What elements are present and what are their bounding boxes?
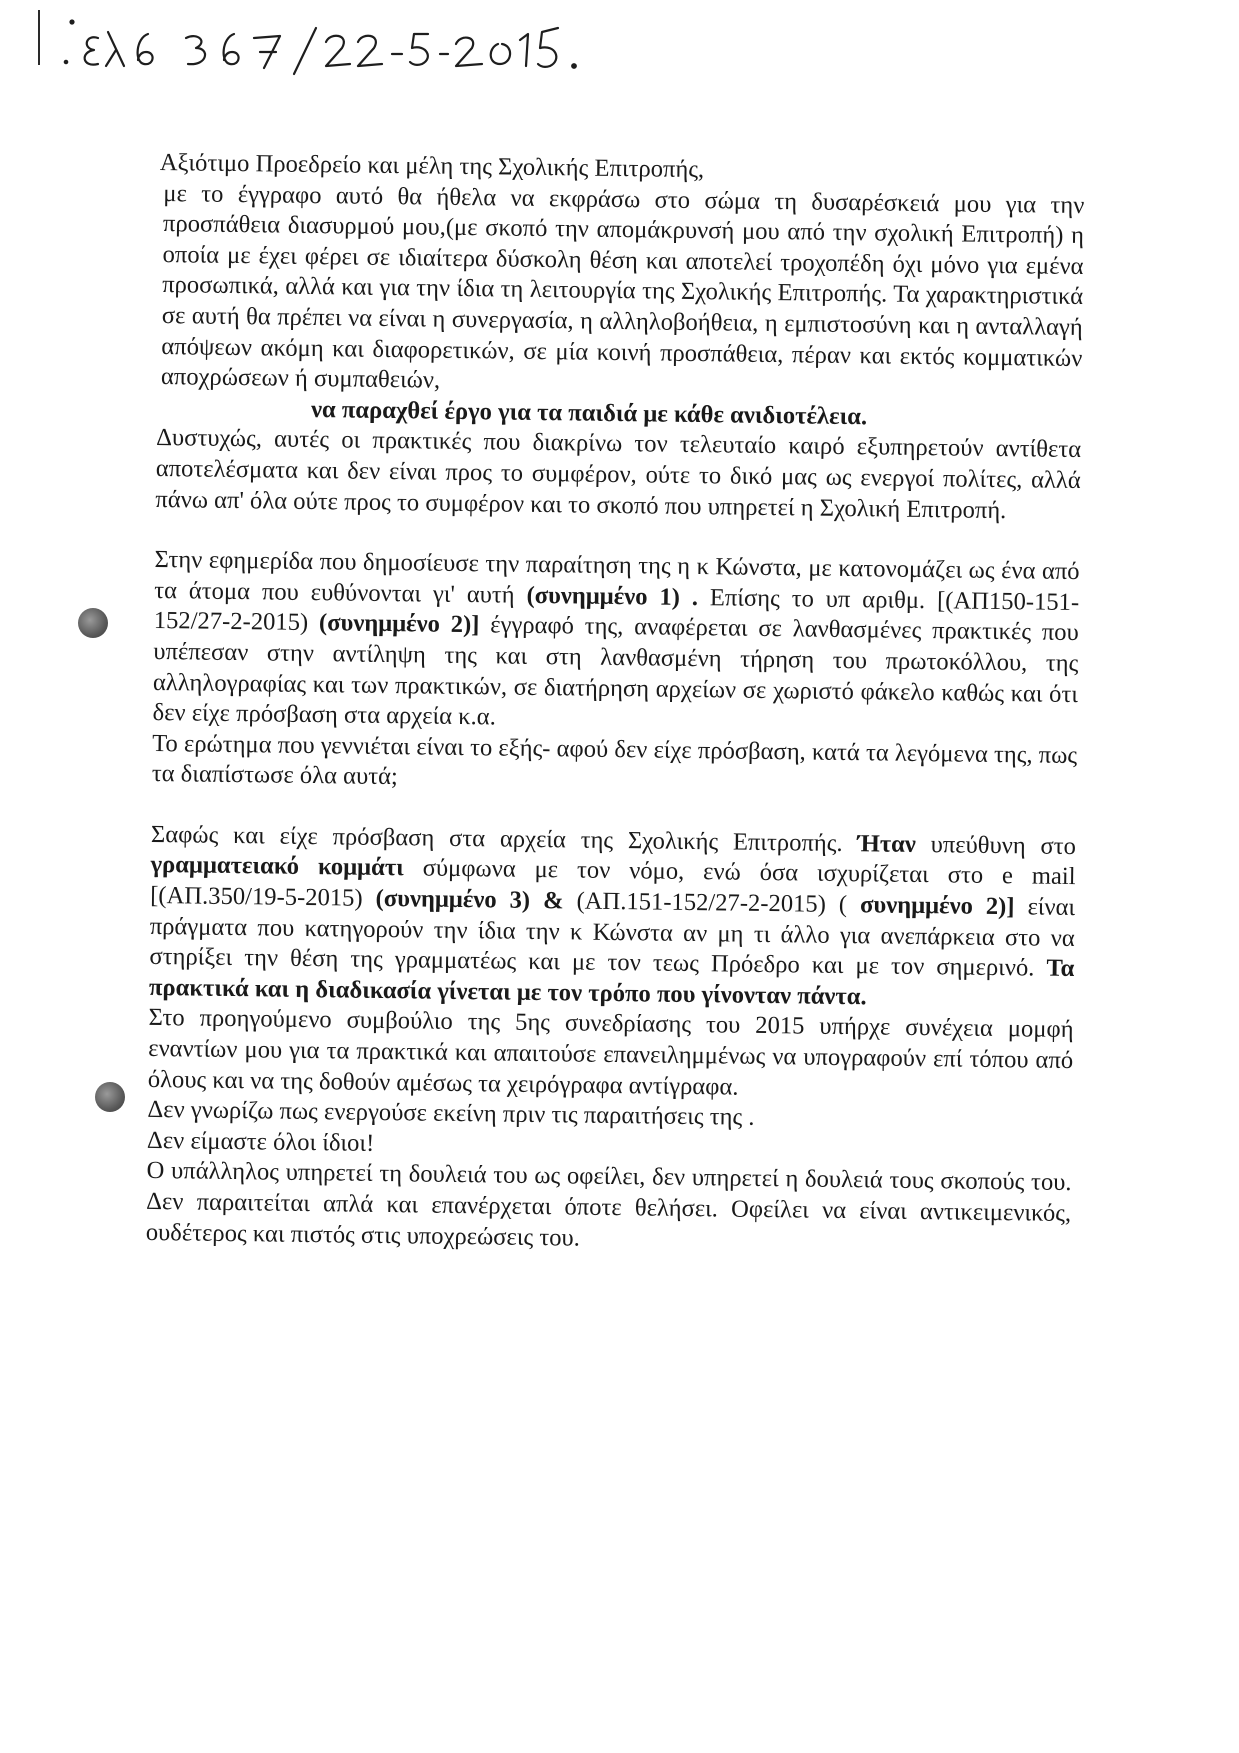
paragraph-3	[152, 545, 1079, 741]
paragraph-3-text-a: Στην εφημερίδα που δημοσίευσε την παραίτηση της η κ Κώνστα, με κατονομάζει ως ένα από τα άτομα που ευθύνονται γι' αυτή	[154, 546, 1080, 609]
handwritten-stamp-drawing	[58, 18, 658, 80]
attachment-2-ref: (συνημμένο 2)]	[318, 609, 480, 639]
paragraph-5-bold-h: Τα πρακτικά και η διαδικασία γίνεται με τον τρόπο που γίνονταν πάντα.	[148, 954, 1075, 1011]
paragraph-5-text-e: σύμφωνα με τον νόμο, ενώ όσα ισχυρίζεται στο e mail [(ΑΠ.350/19-5-2015)	[150, 854, 1076, 912]
paragraph-2	[155, 423, 1081, 527]
paragraph-4	[152, 729, 1078, 802]
paragraph-8-text: Δεν είμαστε όλοι ίδιοι!	[146, 1126, 375, 1157]
paragraph-6	[148, 1003, 1074, 1107]
margin-line	[38, 10, 40, 65]
paragraph-5-bold-b: Ήταν	[857, 830, 917, 858]
paragraph-5-text-c: υπεύθυνη στο	[930, 831, 1077, 860]
paragraph-4-text: Το ερώτημα που γεννιέται είναι το εξής- αφού δεν είχε πρόσβαση, κατά τα λεγόμενα της, πως τα διαπίστωσε όλα αυτά;	[151, 729, 1078, 791]
attachment-2-ref-b: συνημμένο 2)]	[859, 891, 1015, 921]
attachment-1-ref: (συνημμένο 1) .	[526, 581, 699, 611]
paragraph-5	[149, 820, 1076, 1016]
paragraph-9	[146, 1156, 1072, 1260]
paragraph-2-text: Δυστυχώς, αυτές οι πρακτικές που διακρίνω τον τελευταίο καιρό εξυπηρετούν αντίθετα αποτελέσματα και δεν είναι προς το συμφέρον, ούτε το δικό μας ως ενεργοί πολίτες, αλλά πάνω απ' όλα ούτε προς το συμφέρον και το σκοπό που υπηρετεί η Σχολική Επιτροπή.	[155, 424, 1082, 524]
emphasis-text: να παραχθεί έργο για τα παιδιά με κάθε ανιδιοτέλεια.	[310, 395, 868, 431]
paragraph-5-bold-d: γραμματειακό κομμάτι	[150, 851, 404, 882]
paragraph-1	[157, 179, 1085, 405]
paragraph-9-text: Ο υπάλληλος υπηρετεί τη δουλειά του ως οφείλει, δεν υπηρετεί η δουλειά τους σκοπούς του. Δεν παραιτείται απλά και επανέρχεται όποτε θελήσει. Οφείλει να είναι αντικειμενικός, ουδέτερος και πιστός στις υποχρεώσεις του.	[145, 1157, 1072, 1252]
salutation-text: Αξιότιμο Προεδρείο και μέλη της Σχολικής Επιτροπής,	[159, 148, 705, 184]
paragraph-3-text-b: Επίσης το υπ αριθμ. [(ΑΠ150-151-152/27-2-2015)	[153, 583, 1080, 637]
paragraph-1-text: με το έγγραφο αυτό θα ήθελα να εκφράσω στο σώμα τη δυσαρέσκειά μου για την προσπάθεια διασυρμού μου,(με σκοπό την απομάκρυνσή μου από την σχολική Επιτροπή) η οποία με έχει φέρει σε ιδιαίτερα δύσκολη θέση και αποτελεί τροχοπέδη όχι μόνο για εμένα προσωπικά, αλλά και για την ίδια τη λειτουργία της Σχολικής Επιτροπής. Τα χαρακτηριστικά σε αυτή θα πρέπει να είναι η συνεργασία, η αλληλοβοήθεια, η εμπιστοσύνη και η ανταλλαγή απόψεων ακόμη και διαφορετικών, σε μία κοινή προσπάθεια, πέραν και εκτός κομματικών αποχρώσεων ή συμπαθειών,	[160, 179, 1085, 394]
paragraph-6-text: Στο προηγούμενο συμβούλιο της 5ης συνεδρίασης του 2015 υπήρχε συνέχεια μομφή εναντίων μου για τα πρακτικά και απαιτούσε επανειλημμένως να υπογραφούν επί τόπου από όλους και να της δοθούν αμέσως τα χειρόγραφα αντίγραφα.	[147, 1004, 1074, 1101]
attachment-3-ref: (συνημμένο 3) &	[375, 884, 564, 915]
paragraph-5-text-a: Σαφώς και είχε πρόσβαση στα αρχεία της Σχολικής Επιτροπής.	[150, 820, 843, 857]
letter-body	[146, 148, 1085, 1260]
paragraph-5-text-g: είναι πράγματα που κατηγορούν την ίδια την κ Κώνστα αν μη τι άλλο για ανεπάρκεια στο να στηρίξει την θέση της γραμματέως και με τον τεως Πρόεδρο και με τον σημερινό.	[149, 893, 1076, 982]
paragraph-7-text: Δεν γνωρίζω πως ενεργούσε εκείνη πριν τις παραιτήσεις της .	[147, 1096, 755, 1132]
paragraph-3-text-c: έγγραφό της, αναφέρεται σε λανθασμένες πρακτικές που υπέπεσαν στην αντίληψη της και στη λανθασμένη τήρηση του πρωτοκόλλου, της αλληλογραφίας και των πρακτικών, σε διατήρηση αρχείων σε χωριστό φάκελο καθώς και ότι δεν είχε πρόσβαση στα αρχεία κ.α.	[152, 611, 1079, 731]
punch-hole	[78, 608, 108, 638]
handwritten-protocol-stamp	[58, 18, 658, 80]
punch-hole	[95, 1082, 125, 1112]
paragraph-5-text-f: (ΑΠ.151-152/27-2-2015) (	[576, 887, 848, 919]
